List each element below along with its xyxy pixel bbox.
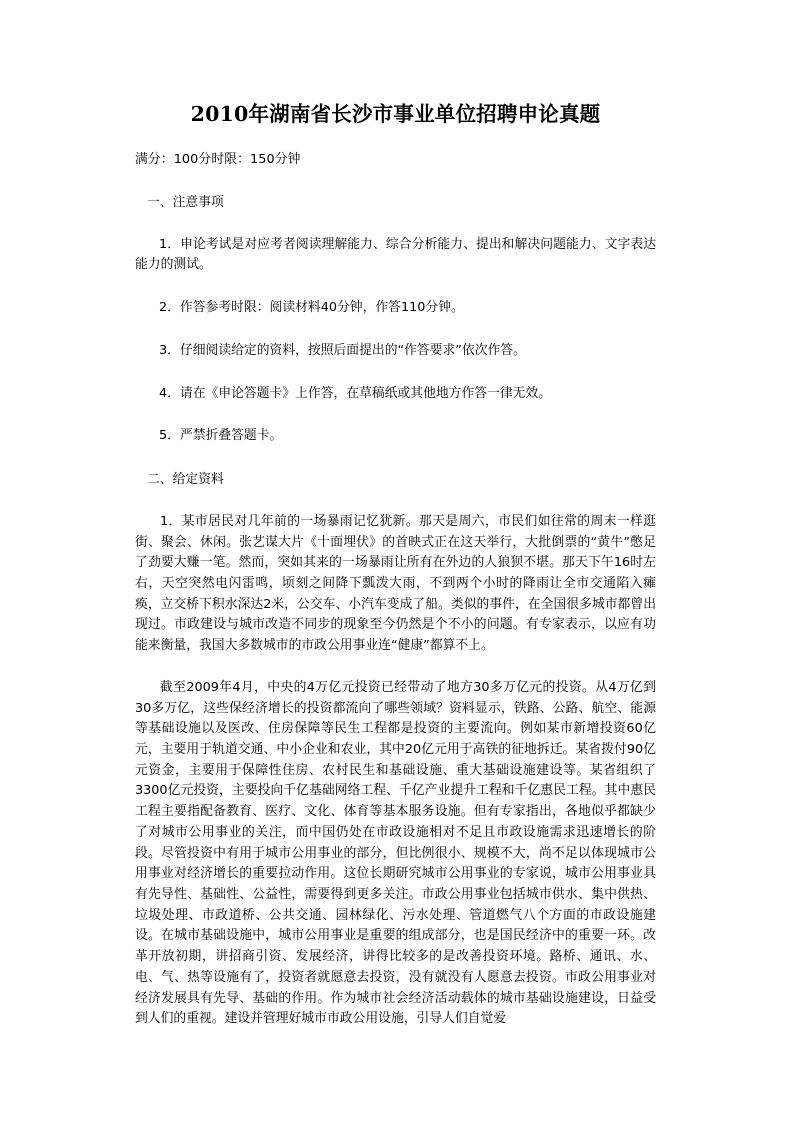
- notice-item-3: 3．仔细阅读给定的资料，按照后面提出的“作答要求”依次作答。: [159, 342, 526, 358]
- notice-item-1: 1．申论考试是对应考者阅读理解能力、综合分析能力、提出和解决问题能力、文字表达能力的测试。: [135, 236, 656, 273]
- section-heading-material: 二、给定资料: [147, 472, 224, 487]
- material-paragraph-2: 截至2009年4月，中央的4万亿元投资已经带动了地方30多万亿元的投资。从4万亿到30多万亿，这些保经济增长的投资都流向了哪些领域？资料显示，铁路、公路、航空、能源等基础设施以及医改、住房保障等民生工程都是投资的主要流向。例如某市新增投资60亿元，主要用于轨道交通、中小企业和农业，其中20亿元用于高铁的征地拆迁。某省拨付90亿元资金，主要用于保障性住房、农村民生和基础设施、重大基础设施建设等。某省组织了3300亿元投资，主要投向千亿基础网络工程、千亿产业提升工程和千亿惠民工程。其中惠民工程主要指配备教育、医疗、文化、体育等基本服务设施。但有专家指出，各地似乎都缺少了对城市公用事业的关注，而中国仍处在市政设施相对不足且市政设施需求迅速增长的阶段。尽管投资中有用于城市公用事业的部分，但比例很小、规模不大，尚不足以体现城市公用事业对经济增长的重要拉动作用。这位长期研究城市公用事业的专家说，城市公用事业具有先导性、基础性、公益性，需要得到更多关注。市政公用事业包括城市供水、集中供热、垃圾处理、市政道桥、公共交通、园林绿化、污水处理、管道燃气八个方面的市政设施建设。在城市基础设施中，城市公用事业是重要的组成部分，也是国民经济中的重要一环。改革开放初期，讲招商引资、发展经济，讲得比较多的是改善投资环境。路桥、通讯、水、电、气、热等设施有了，投资者就愿意去投资，没有就没有人愿意去投资。市政公用事业对经济发展具有先导、基础的作用。作为城市社会经济活动载体的城市基础设施建设，日益受到人们的重视。建设并管理好城市市政公用设施，引导人们自觉爱: [135, 679, 656, 1027]
- exam-score-time-line: 满分：100分时限：150分钟: [135, 151, 301, 167]
- material-paragraph-1: 1．某市居民对几年前的一场暴雨记忆犹新。那天是周六，市民们如往常的周末一样逛街、聚会、休闲。张艺谋大片《十面埋伏》的首映式正在这天举行，大批倒票的“黄牛”憋足了劲要大赚一笔。然而，突如其来的一场暴雨让所有在外边的人狼狈不堪。那天下午16时左右，天空突然电闪雷鸣，顷刻之间降下瓢泼大雨，不到两个小时的降雨让全市交通陷入瘫痪，立交桥下积水深达2米，公交车、小汽车变成了船。类似的事件，在全国很多城市都曾出现过。市政建设与城市改造不同步的现象至今仍然是个不小的问题。有专家表示，以应有功能来衡量，我国大多数城市的市政公用事业连“健康”都算不上。: [135, 513, 656, 654]
- notice-item-2: 2．作答参考时限：阅读材料40分钟，作答110分钟。: [159, 300, 464, 316]
- page-title: 2010年湖南省长沙市事业单位招聘申论真题: [190, 102, 601, 126]
- notice-item-5: 5．严禁折叠答题卡。: [159, 428, 283, 444]
- document-content: [135, 0, 656, 1030]
- section-heading-notice: 一、注意事项: [147, 194, 224, 210]
- notice-item-4: 4．请在《申论答题卡》上作答，在草稿纸或其他地方作答一律无效。: [159, 385, 552, 401]
